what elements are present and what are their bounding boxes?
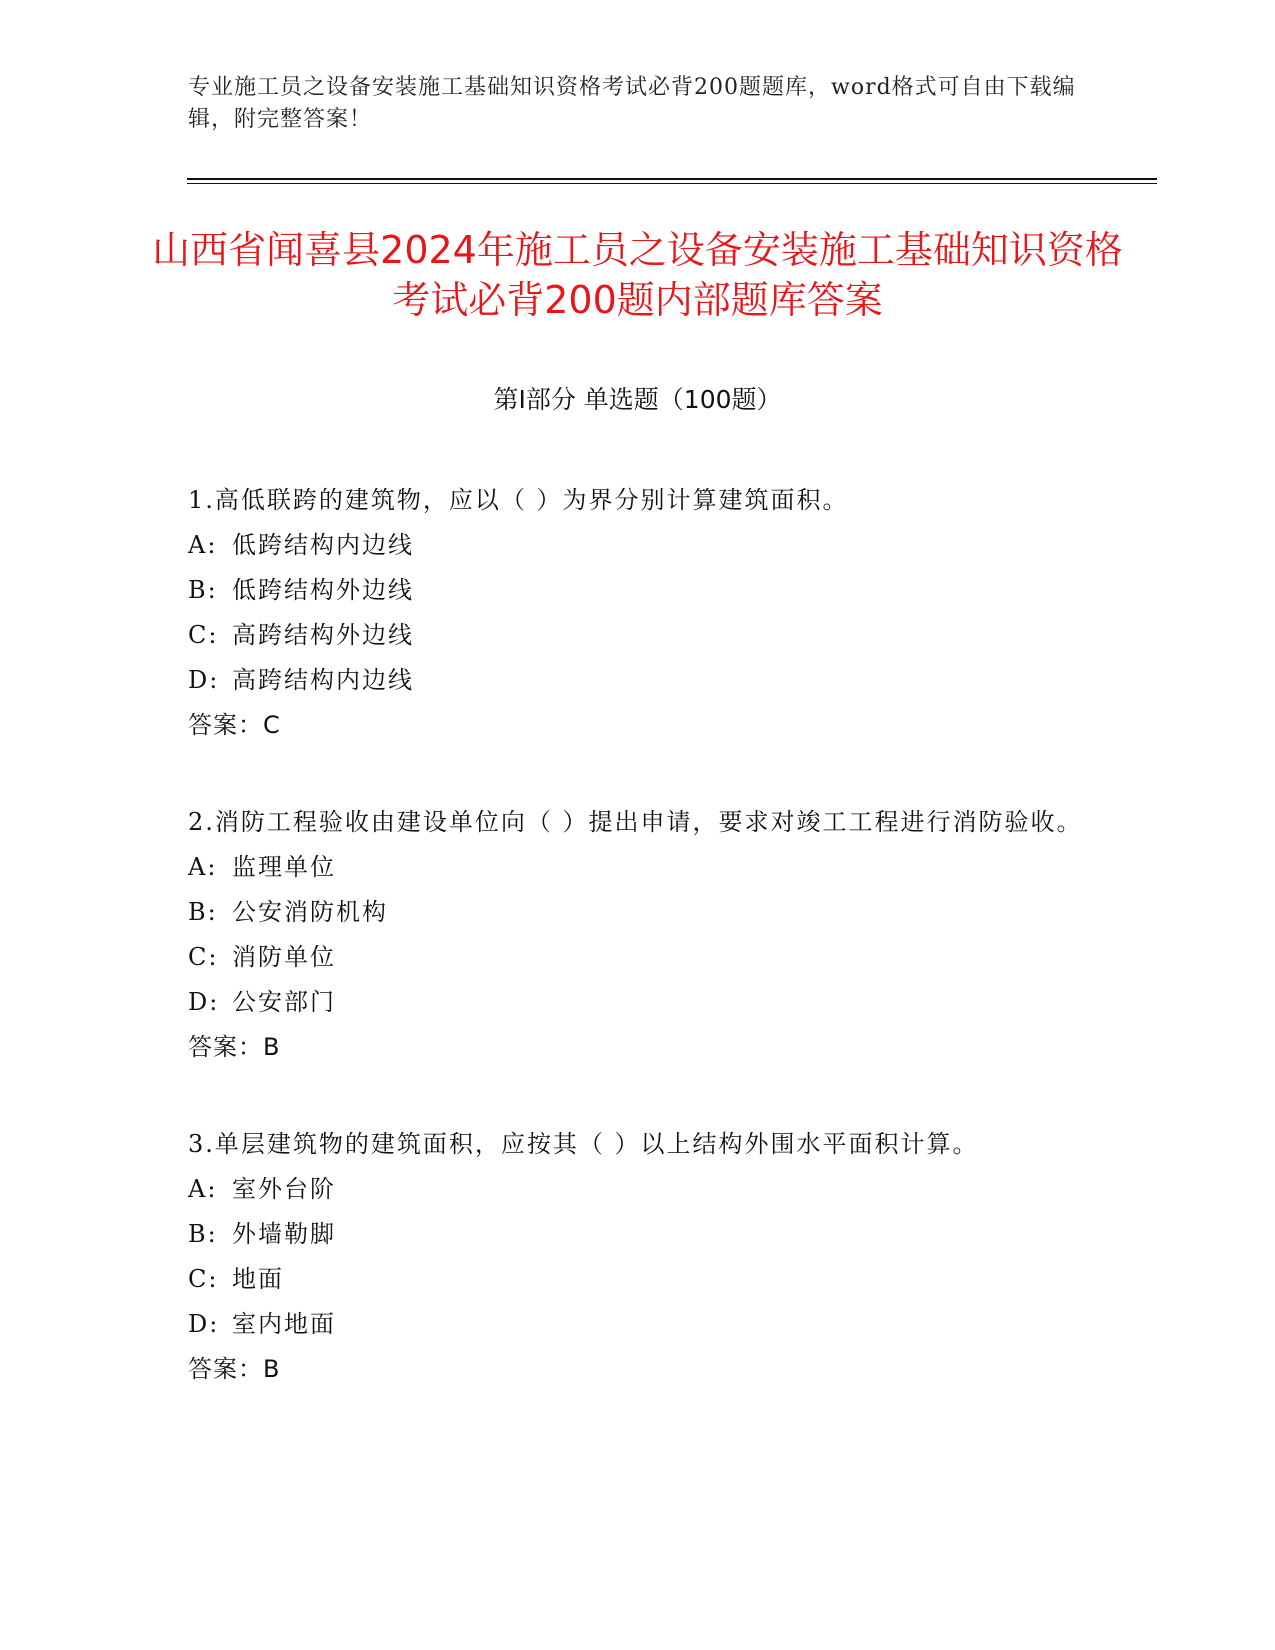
option-letter: A: <box>188 853 218 881</box>
option-letter: D: <box>188 1310 220 1338</box>
option-b <box>188 568 1088 613</box>
option-d <box>188 980 1088 1025</box>
answer-line: 答案：C <box>188 711 281 739</box>
question-stem: 3.单层建筑物的建筑面积，应按其（ ）以上结构外围水平面积计算。 <box>188 1130 979 1158</box>
question-stem: 2.消防工程验收由建设单位向（ ）提出申请，要求对竣工工程进行消防验收。 <box>188 808 1083 836</box>
option-text: 高跨结构外边线 <box>232 621 414 649</box>
option-text: 地面 <box>232 1265 284 1293</box>
option-a <box>188 1167 1088 1212</box>
document-title: 山西省闻喜县2024年施工员之设备安装施工基础知识资格考试必背200题内部题库答案 <box>152 228 1123 322</box>
option-text: 室外台阶 <box>232 1175 336 1203</box>
question-1 <box>188 478 1088 748</box>
question-3 <box>188 1122 1088 1392</box>
option-text: 室内地面 <box>232 1310 336 1338</box>
question-list <box>188 478 1088 1444</box>
option-letter: C: <box>188 1265 219 1293</box>
option-text: 公安消防机构 <box>232 898 388 926</box>
option-letter: D: <box>188 666 220 694</box>
option-letter: C: <box>188 621 219 649</box>
answer-line: 答案：B <box>188 1355 281 1383</box>
option-c <box>188 1257 1088 1302</box>
header-note: 专业施工员之设备安装施工基础知识资格考试必背200题题库，word格式可自由下载编辑，附完整答案！ <box>188 75 1076 132</box>
header-divider-thin <box>187 183 1157 184</box>
option-text: 低跨结构内边线 <box>232 531 414 559</box>
option-letter: D: <box>188 988 220 1016</box>
option-letter: A: <box>188 531 218 559</box>
option-letter: B: <box>188 576 218 604</box>
option-text: 外墙勒脚 <box>232 1220 336 1248</box>
option-b <box>188 890 1088 935</box>
option-letter: A: <box>188 1175 218 1203</box>
option-b <box>188 1212 1088 1257</box>
option-a <box>188 523 1088 568</box>
option-text: 公安部门 <box>232 988 336 1016</box>
option-text: 高跨结构内边线 <box>232 666 414 694</box>
answer-line: 答案：B <box>188 1033 281 1061</box>
question-stem: 1.高低联跨的建筑物，应以（ ）为界分别计算建筑面积。 <box>188 486 849 514</box>
option-text: 消防单位 <box>232 943 336 971</box>
option-letter: B: <box>188 1220 218 1248</box>
option-d <box>188 658 1088 703</box>
question-2 <box>188 800 1088 1070</box>
option-letter: B: <box>188 898 218 926</box>
option-c <box>188 613 1088 658</box>
header-divider-thick <box>187 178 1157 180</box>
option-a <box>188 845 1088 890</box>
option-text: 监理单位 <box>232 853 336 881</box>
section-heading: 第Ⅰ部分 单选题（100题） <box>493 385 782 414</box>
option-letter: C: <box>188 943 219 971</box>
option-text: 低跨结构外边线 <box>232 576 414 604</box>
option-d <box>188 1302 1088 1347</box>
option-c <box>188 935 1088 980</box>
